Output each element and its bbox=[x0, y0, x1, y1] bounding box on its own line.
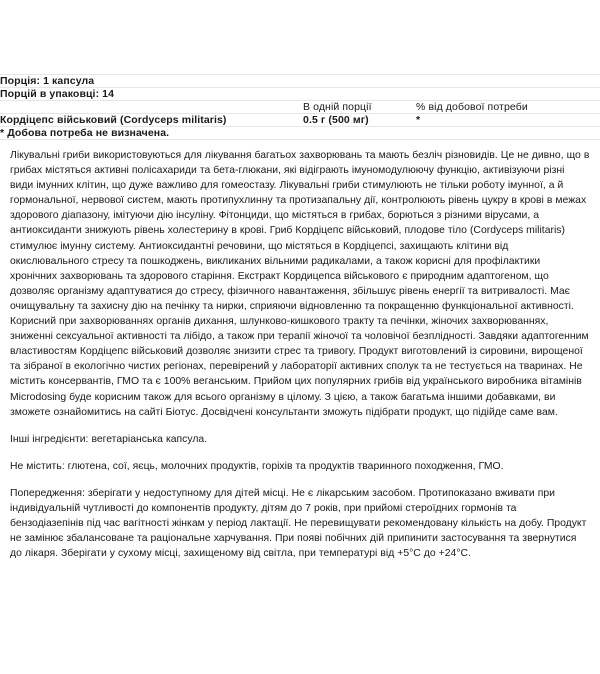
supplement-facts-table bbox=[0, 74, 600, 140]
daily-value-footnote: * Добова потреба не визначена. bbox=[0, 127, 170, 139]
footnote-row bbox=[0, 127, 600, 140]
ingredient-daily-value: * bbox=[416, 114, 421, 126]
product-info-page bbox=[0, 74, 600, 674]
serving-size-text: Порція: 1 капсула bbox=[0, 75, 95, 87]
product-description bbox=[0, 140, 600, 561]
ingredient-amount: 0.5 г (500 мг) bbox=[303, 114, 369, 126]
header-amount-per-serving: В одній порції bbox=[303, 101, 372, 113]
allergen-free-paragraph: Не містить: глютена, сої, яєць, молочних продуктів, горіхів та продуктів тваринного походження, ГМО. bbox=[10, 460, 504, 472]
serving-size-row bbox=[0, 75, 600, 88]
facts-header-row bbox=[0, 101, 600, 114]
warning-paragraph: Попередження: зберігати у недоступному для дітей місці. Не є лікарським засобом. Протипоказано вживати при індивідуальній чутливості до компонентів продукту, дітям до 7 років, при прийомі стероїдних гормонів та бензодіазепінів під час вагітності жінкам у період лактації. Не перевищувати рекомендовану кількість на добу. Продукт не замінює збалансоване та раціональне харчування. При появі побічних дій припинити застосування та звернутися до лікаря. Зберігати у сухому місці, захищеному від світла, при температурі від +5°C до +24°C. bbox=[10, 487, 587, 560]
header-ingredient-blank bbox=[0, 101, 303, 114]
table-row bbox=[0, 114, 600, 127]
servings-per-container-text: Порцій в упаковці: 14 bbox=[0, 88, 115, 100]
ingredient-name: Кордіцепс військовий (Cordyceps militaris) bbox=[0, 114, 227, 126]
servings-per-container-row bbox=[0, 88, 600, 101]
description-paragraph-main: Лікувальні гриби використовуються для лікування багатьох захворювань та мають безліч різновидів. Це не дивно, що в грибах містяться активні полісахариди та бета-глюкани, які відіграють імуномодулюючу функцію, активізуючи різні види імунних клітин, що дуже важливо для гомеостазу. Лікувальні гриби стимулюють не тільки роботу імунної, а й гормональної, нервової систем, мають протипухлинну та протизапальну дії, контролюють рівень цукру в крові в межах здорового діапазону, імітуючи дію інсуліну. Фітонциди, що містяться в грибах, борються з різними вірусами, а антиоксиданти знижують рівень холестерину в крові. Гриб Кордіцепс військовий, плодове тіло (Cordyceps militaris) стимулює імунну систему. Антиоксидантні речовини, що містяться в Кордіцепсі, захищають клітини від окислювального стресу та пошкоджень, викликаних вільними радикалами, а також корисні для профілактики хронічних захворювань та здорового старіння. Екстракт Кордицепса військового є природним адаптогеном, що дозволяє організму адаптуватися до стресу, фізичного навантаження, збільшує рівень енергії та витривалості. Має очищувальну та захисну дію на печінку та нирки, сприяючи відновленню та покращенню функціональної активності. Корисний при захворюваннях органів дихання, шлунково-кишкового тракту та печінки, жіночих захворюваннях, зниженні сексуальної активності та лібідо, а також при терапії жіночої та чоловічої безплідності. Завдяки адаптогенним властивостям Кордіцепс військовий дозволяє знизити стрес та тривогу. Продукт виготовлений із сировини, вирощеної та зібраної в екологічно чистих регіонах, перевірений у лабораторії активних сполук та не тестується на тваринах. Не містить консервантів, ГМО та є 100% веганським. Прийом цих популярних грибів від українського виробника вітамінів Microdosing буде корисним також для всього організму в цілому. З цією, а також багатьма іншими добавками, ви зможете ознайомитись на сайті Біотус. Досвідчені консультанти зможуть підібрати продукт, що підійде саме вам. bbox=[10, 150, 590, 418]
other-ingredients-paragraph: Інші інгредієнти: вегетаріанська капсула. bbox=[10, 433, 208, 445]
header-daily-value: % від добової потреби bbox=[416, 101, 528, 113]
